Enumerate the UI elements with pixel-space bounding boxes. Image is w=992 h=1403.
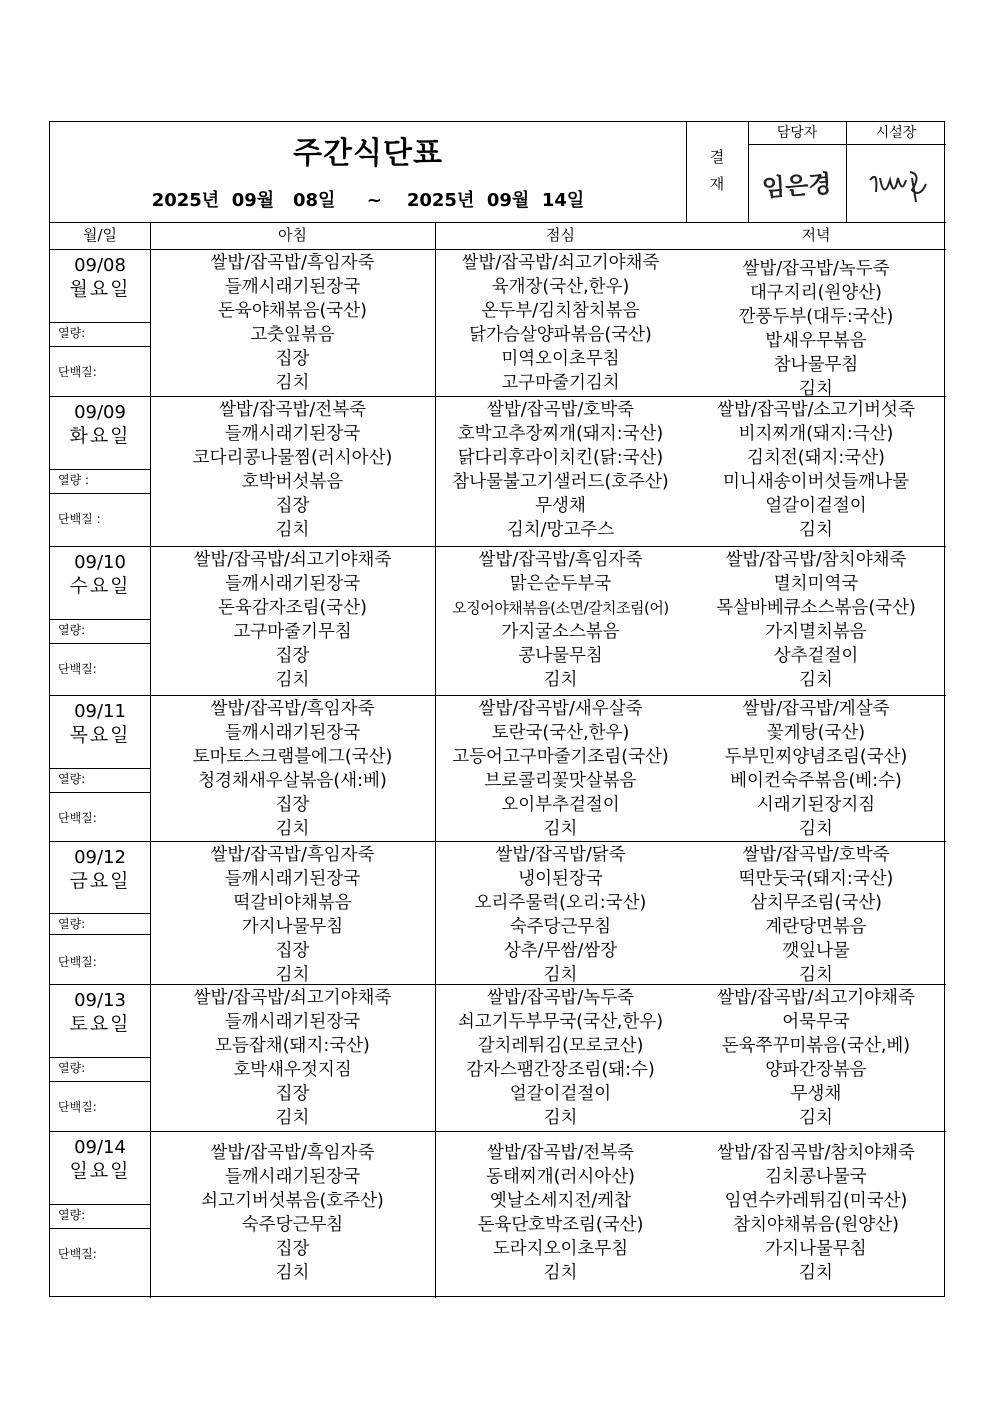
breakfast-menu [150,548,435,692]
protein-label: 단백질: [58,811,97,825]
menu-item: 쌀밥/잡곡밥/흑임자죽 [210,699,375,719]
breakfast-menu [150,1141,435,1285]
role-director: 시설장 [875,125,917,141]
menu-item: 상추/무쌈/쌈장 [503,941,618,961]
lunch-menu [435,548,686,692]
menu-item: 쌀밥/잡곡밥/호박죽 [742,845,890,865]
day-date: 09/08 [74,255,126,276]
dinner-menu [686,257,946,401]
menu-item: 고구마줄기무침 [233,622,352,642]
lunch-menu [435,251,686,395]
menu-item: 비지찌개(돼지:극산) [738,424,894,444]
calories-label: 열량: [58,326,86,340]
menu-item: 콩나물무침 [518,646,603,666]
menu-item: 코다리콩나물찜(러시아산) [192,448,393,468]
menu-item: 숙주당근무침 [509,917,612,937]
menu-item: 들깨시래기된장국 [224,574,361,594]
menu-item: 김치 [275,520,310,540]
menu-item: 김치 [799,379,833,399]
day-weekday: 수요일 [69,575,131,597]
menu-item: 두부민찌양념조림(국산) [724,747,908,767]
menu-item: 맑은순두부국 [509,574,612,594]
menu-item: 김치 [275,1108,310,1128]
menu-item: 베이컨숙주볶음(베:수) [730,771,902,791]
protein-label: 단백질: [58,955,97,969]
menu-item: 쌀밥/잡곡밥/흑임자죽 [478,550,643,570]
day-date: 09/13 [74,990,126,1011]
lunch-menu [435,398,686,542]
breakfast-menu [150,398,435,542]
menu-item: 김치 [799,670,833,690]
menu-item: 쌀밥/잡짐곡밥/참치야채죽 [717,1143,915,1163]
menu-item: 쌀밥/잡곡밥/게살죽 [742,699,890,719]
menu-item: 오징어야채볶음(소면/갈치조림(어) [452,599,669,617]
menu-item: 어묵무국 [782,1012,850,1032]
menu-item: 가지멸치볶음 [765,622,867,642]
menu-item: 집장 [275,349,310,369]
lunch-menu [435,843,686,987]
menu-item: 돈육감자조림(국산) [218,598,367,618]
menu-period: 2025년 09월 08일 ~ 2025년 09월 14일 [151,190,585,211]
calories-label: 열량: [58,917,86,931]
menu-item: 무생채 [790,1084,842,1104]
calories-label: 열량 : [58,473,90,487]
menu-item: 참나물무침 [773,355,859,375]
menu-item: 쌀밥/잡곡밥/소고기버섯죽 [717,400,915,420]
lunch-menu [435,1141,686,1285]
breakfast-menu [150,251,435,395]
menu-item: 깐풍두부(대두:국산) [738,307,894,327]
menu-item: 온두부/김치참치볶음 [481,301,640,321]
menu-item: 쌀밥/잡곡밥/쇠고기야채죽 [193,550,392,570]
director-signature [850,150,944,216]
menu-item: 옛날소세지전/케찹 [489,1191,632,1211]
menu-item: 닭다리후라이치킨(닭:국산) [457,448,664,468]
day-row [50,546,946,695]
menu-item: 돈육단호박조림(국산) [477,1215,644,1235]
day-date: 09/10 [74,552,126,573]
menu-item: 쌀밥/잡곡밥/녹두죽 [742,259,890,279]
menu-item: 김치 [799,1108,833,1128]
dinner-menu [686,1141,946,1285]
menu-item: 도라지오이초무침 [492,1239,629,1259]
menu-item: 계란당면볶음 [765,917,867,937]
menu-item: 냉이된장국 [518,869,603,889]
calories-label: 열량: [58,772,86,786]
protein-label: 단백질: [58,662,97,676]
menu-item: 집장 [275,795,310,815]
menu-item: 쌀밥/잡곡밥/새우살죽 [478,699,643,719]
day-date: 09/11 [74,701,126,722]
menu-item: 오이부추겉절이 [501,795,620,815]
menu-item: 김치 [275,819,310,839]
day-row [50,841,946,984]
manager-signature [750,150,844,216]
menu-item: 돈육쭈꾸미볶음(국산,베) [721,1036,911,1056]
menu-item: 김치 [799,520,833,540]
menu-item: 숙주당근무침 [241,1215,344,1235]
menu-item: 삼치무조림(국산) [750,893,882,913]
menu-item: 김치 [543,670,578,690]
calories-label: 열량: [58,623,86,637]
menu-item: 돈육야채볶음(국산) [218,301,367,321]
breakfast-menu [150,843,435,987]
menu-item: 들깨시래기된장국 [224,424,361,444]
role-manager: 담당자 [776,125,818,141]
menu-item: 목살바베큐소스볶음(국산) [716,598,916,618]
menu-item: 김치 [275,965,310,985]
menu-item: 깻잎나물 [782,941,850,961]
menu-item: 들깨시래기된장국 [224,277,361,297]
menu-item: 호박버섯볶음 [241,472,344,492]
menu-item: 호박새우젓지짐 [233,1060,352,1080]
menu-item: 무생채 [535,496,586,516]
menu-item: 쌀밥/잡곡밥/쇠고기야채죽 [461,253,660,273]
menu-item: 김치 [275,670,310,690]
menu-item: 감자스팸간장조림(돼:수) [466,1060,655,1080]
menu-item: 들깨시래기된장국 [224,869,361,889]
menu-item: 호박고추장찌개(돼지:국산) [457,424,664,444]
menu-item: 상추겉절이 [773,646,859,666]
menu-item: 김치콩나물국 [765,1167,867,1187]
menu-sheet [49,121,945,1297]
menu-item: 김치 [543,1108,578,1128]
menu-item: 멸치미역국 [773,574,859,594]
dinner-menu [686,843,946,987]
day-weekday: 화요일 [69,425,131,447]
menu-item: 들깨시래기된장국 [224,1012,361,1032]
menu-item: 가지나물무침 [765,1239,867,1259]
menu-item: 들깨시래기된장국 [224,1167,361,1187]
menu-item: 꽃게탕(국산) [766,723,866,743]
breakfast-menu [150,697,435,841]
day-row [50,1131,946,1298]
menu-item: 김치전(돼지:국산) [747,448,885,468]
menu-item: 양파간장볶음 [765,1060,867,1080]
day-weekday: 목요일 [69,724,131,746]
col-date: 월/일 [82,226,118,244]
dinner-menu [686,398,946,542]
menu-item: 얼갈이겉절이 [509,1084,612,1104]
day-weekday: 일요일 [69,1160,131,1182]
day-date: 09/12 [74,847,126,868]
day-row [50,396,946,546]
menu-item: 미역오이초무침 [501,349,620,369]
menu-item: 브로콜리꽃맛살볶음 [484,771,637,791]
day-weekday: 금요일 [69,870,131,892]
menu-item: 고춧잎볶음 [250,325,335,345]
menu-item: 김치 [799,819,833,839]
menu-item: 쌀밥/잡곡밥/전복죽 [486,1143,635,1163]
day-row [50,695,946,841]
menu-item: 가지굴소스볶음 [501,622,620,642]
protein-label: 단백질: [58,365,97,379]
menu-item: 쌀밥/잡곡밥/흑임자죽 [210,1143,375,1163]
dinner-menu [686,697,946,841]
menu-item: 집장 [275,1239,310,1259]
menu-item: 고등어고구마줄기조림(국산) [452,747,669,767]
protein-label: 단백질: [58,1247,97,1261]
menu-item: 오리주물럭(오리:국산) [474,893,647,913]
day-row [50,249,946,399]
menu-item: 떡만둣국(돼지:국산) [738,869,894,889]
menu-item: 들깨시래기된장국 [224,723,361,743]
menu-item: 김치 [275,1263,310,1283]
menu-item: 집장 [275,1084,310,1104]
menu-item: 쌀밥/잡곡밥/녹두죽 [486,988,635,1008]
menu-item: 쌀밥/잡곡밥/참치야채죽 [725,550,907,570]
menu-item: 임연수카레튀김(미국산) [724,1191,908,1211]
menu-item: 쌀밥/잡곡밥/흑임자죽 [210,253,375,273]
lunch-menu [435,697,686,841]
calories-label: 열량: [58,1208,86,1222]
menu-item: 고구마줄기김치 [501,373,620,393]
menu-item: 쌀밥/잡곡밥/쇠고기야채죽 [717,988,915,1008]
menu-item: 김치 [543,965,578,985]
menu-item: 청경채새우살볶음(새:베) [198,771,387,791]
menu-item: 쌀밥/잡곡밥/호박죽 [486,400,635,420]
protein-label: 단백질 : [58,512,101,526]
menu-item: 밥새우무볶음 [765,331,867,351]
dinner-menu [686,986,946,1130]
menu-item: 참나물불고기샐러드(호주산) [452,472,669,492]
menu-item: 대구지리(원양산) [750,283,882,303]
menu-item: 쌀밥/잡곡밥/흑임자죽 [210,845,375,865]
menu-item: 집장 [275,496,310,516]
menu-item: 김치 [799,965,833,985]
menu-item: 쇠고기두부무국(국산,한우) [457,1012,664,1032]
menu-item: 육개장(국산,한우) [491,277,630,297]
day-row [50,984,946,1131]
menu-item: 동태찌개(러시아산) [486,1167,635,1187]
col-dinner: 저녁 [801,226,831,244]
menu-item: 김치/망고주스 [506,520,615,540]
menu-item: 토란국(국산,한우) [491,723,630,743]
menu-item: 가지나물무침 [241,917,344,937]
page-title: 주간식단표 [293,136,443,171]
protein-label: 단백질: [58,1100,97,1114]
manager-signature-text: 임은경 [761,169,833,203]
menu-item: 쌀밥/잡곡밥/닭죽 [495,845,626,865]
menu-item: 토마토스크램블에그(국산) [192,747,393,767]
day-date: 09/14 [74,1137,126,1158]
dinner-menu [686,548,946,692]
menu-item: 모듬잡채(돼지:국산) [215,1036,370,1056]
menu-item: 참치야채볶음(원양산) [733,1215,899,1235]
lunch-menu [435,986,686,1130]
menu-item: 닭가슴살양파볶음(국산) [469,325,652,345]
menu-item: 쌀밥/잡곡밥/쇠고기야채죽 [193,988,392,1008]
menu-item: 김치 [543,1263,578,1283]
menu-item: 김치 [543,819,578,839]
menu-item: 시래기된장지짐 [756,795,876,815]
menu-item: 떡갈비야채볶음 [233,893,352,913]
menu-item: 집장 [275,646,310,666]
col-breakfast: 아침 [278,226,307,244]
menu-item: 김치 [275,373,310,393]
menu-item: 김치 [799,1263,833,1283]
calories-label: 열량: [58,1061,86,1075]
day-weekday: 토요일 [69,1013,131,1035]
menu-item: 갈치레튀김(모로코산) [477,1036,644,1056]
day-date: 09/09 [74,402,126,423]
menu-item: 쇠고기버섯볶음(호주산) [201,1191,384,1211]
menu-item: 집장 [275,941,310,961]
approval-label: 결 재 [709,148,725,193]
menu-item: 미니새송이버섯들깨나물 [723,472,909,492]
breakfast-menu [150,986,435,1130]
col-lunch: 점심 [546,226,575,244]
menu-item: 쌀밥/잡곡밥/전복죽 [218,400,367,420]
menu-item: 얼갈이겉절이 [765,496,867,516]
day-weekday: 월요일 [69,278,131,300]
